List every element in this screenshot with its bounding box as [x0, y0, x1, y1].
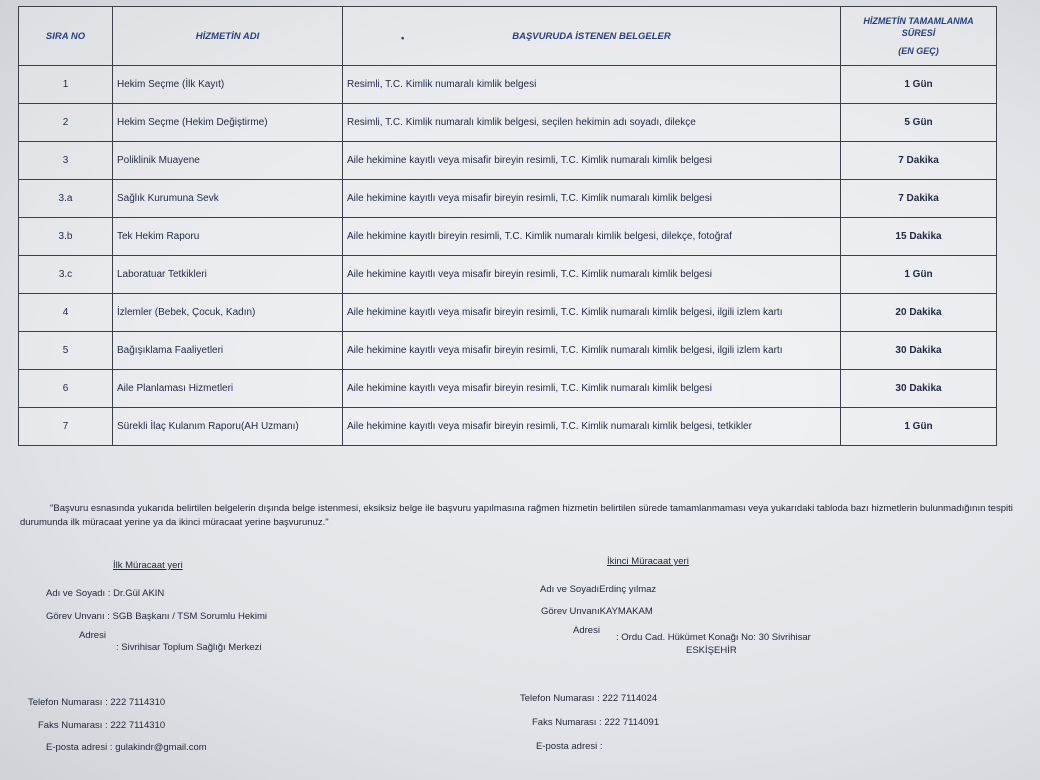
second-office-fax-row: Faks Numarası : 222 7114091: [532, 717, 660, 728]
table-header-row: [19, 7, 997, 66]
second-office-heading: İkinci Müracaat yeri: [607, 556, 689, 567]
header-hizmet-adi: HİZMETİN ADI: [113, 7, 343, 66]
cell-belgeler: Aile hekimine kayıtlı veya misafir bireyin resimli, T.C. Kimlik numaralı kimlik belgesi, tetkikler: [343, 408, 841, 446]
table-row: [19, 66, 997, 104]
first-office-email: gulakindr@gmail.com: [115, 742, 207, 753]
header-belgeler: • BAŞVURUDA İSTENEN BELGELER: [343, 7, 841, 66]
first-office-address-label: Adresi: [79, 630, 106, 641]
cell-sira-no: 3.c: [19, 256, 113, 294]
cell-belgeler: Aile hekimine kayıtlı veya misafir bireyin resimli, T.C. Kimlik numaralı kimlik belgesi: [343, 370, 841, 408]
cell-hizmet-adi: Aile Planlaması Hizmetleri: [113, 370, 343, 408]
second-office-name-row: Adı ve SoyadıErdinç yılmaz: [540, 584, 657, 595]
first-office-fax: 222 7114310: [110, 720, 166, 731]
second-office-title: KAYMAKAM: [599, 606, 653, 617]
cell-hizmet-adi: Tek Hekim Raporu: [113, 218, 343, 256]
header-sira-no: SIRA NO: [19, 7, 113, 66]
cell-sure: 7 Dakika: [841, 142, 997, 180]
table-row: [19, 294, 997, 332]
cell-sira-no: 7: [19, 408, 113, 446]
cell-sira-no: 3.b: [19, 218, 113, 256]
cell-belgeler: Resimli, T.C. Kimlik numaralı kimlik belgesi: [343, 66, 841, 104]
cell-sure: 1 Gün: [841, 66, 997, 104]
cell-sure: 20 Dakika: [841, 294, 997, 332]
second-office-phone-row: Telefon Numarası : 222 7114024: [520, 693, 658, 704]
first-office-name-row: Adı ve Soyadı : Dr.Gül AKIN: [46, 588, 165, 599]
table-row: [19, 142, 997, 180]
first-office-phone-row: Telefon Numarası : 222 7114310: [28, 697, 166, 708]
cell-belgeler: Resimli, T.C. Kimlik numaralı kimlik belgesi, seçilen hekimin adı soyadı, dilekçe: [343, 104, 841, 142]
second-office-phone: 222 7114024: [602, 693, 658, 704]
table-row: [19, 180, 997, 218]
cell-hizmet-adi: İzlemler (Bebek, Çocuk, Kadın): [113, 294, 343, 332]
second-office-fax: 222 7114091: [604, 717, 660, 728]
cell-sure: 15 Dakika: [841, 218, 997, 256]
first-office-heading: İlk Müracaat yeri: [113, 560, 183, 571]
header-tamamlanma-suresi: HİZMETİN TAMAMLANMA SÜRESİ (EN GEÇ): [841, 7, 997, 66]
second-office-address-line1: : Ordu Cad. Hükümet Konağı No: 30 Sivrihisar: [616, 632, 811, 643]
first-office-name: Dr.Gül AKIN: [113, 588, 165, 599]
table-row: [19, 370, 997, 408]
cell-sure: 7 Dakika: [841, 180, 997, 218]
cell-sira-no: 2: [19, 104, 113, 142]
cell-hizmet-adi: Hekim Seçme (Hekim Değiştirme): [113, 104, 343, 142]
cell-belgeler: Aile hekimine kayıtlı veya misafir bireyin resimli, T.C. Kimlik numaralı kimlik belgesi: [343, 256, 841, 294]
first-office-email-row: E-posta adresi : gulakindr@gmail.com: [46, 742, 207, 753]
second-office-name: Erdinç yılmaz: [599, 584, 657, 595]
cell-sira-no: 4: [19, 294, 113, 332]
cell-sure: 30 Dakika: [841, 370, 997, 408]
cell-sure: 1 Gün: [841, 256, 997, 294]
cell-sira-no: 1: [19, 66, 113, 104]
cell-sira-no: 3: [19, 142, 113, 180]
first-office-fax-row: Faks Numarası : 222 7114310: [38, 720, 166, 731]
second-office-address-line2: ESKİŞEHİR: [686, 645, 737, 656]
first-office-address: : Sivrihisar Toplum Sağlığı Merkezi: [116, 642, 262, 653]
first-office-phone: 222 7114310: [110, 697, 166, 708]
cell-belgeler: Aile hekimine kayıtlı bireyin resimli, T.C. Kimlik numaralı kimlik belgesi, dilekçe, fotoğraf: [343, 218, 841, 256]
table-row: [19, 332, 997, 370]
cell-sira-no: 3.a: [19, 180, 113, 218]
cell-sure: 1 Gün: [841, 408, 997, 446]
cell-sure: 30 Dakika: [841, 332, 997, 370]
cell-hizmet-adi: Sağlık Kurumuna Sevk: [113, 180, 343, 218]
cell-hizmet-adi: Hekim Seçme (İlk Kayıt): [113, 66, 343, 104]
cell-hizmet-adi: Sürekli İlaç Kulanım Raporu(AH Uzmanı): [113, 408, 343, 446]
second-office-address-label: Adresi: [573, 625, 600, 636]
cell-sira-no: 5: [19, 332, 113, 370]
first-office-title: SGB Başkanı / TSM Sorumlu Hekimi: [112, 611, 268, 622]
second-office-email-row: E-posta adresi :: [536, 741, 603, 752]
notice-text: "Başvuru esnasında yukarıda belirtilen belgelerin dışında belge istenmesi, eksiksiz belge ile başvuru yapılmasına rağmen hizmetin belirtilen sürede tamamlanmaması veya yukarıdaki tabloda bazı hizmetlerin bulunmadığının tespiti durumunda ilk müracaat yerine ya da ikinci müracaat yerine başvurunuz.": [20, 503, 1013, 528]
table-row: [19, 104, 997, 142]
header-bullet: •: [401, 33, 405, 44]
cell-belgeler: Aile hekimine kayıtlı veya misafir bireyin resimli, T.C. Kimlik numaralı kimlik belgesi, ilgili izlem kartı: [343, 332, 841, 370]
cell-belgeler: Aile hekimine kayıtlı veya misafir bireyin resimli, T.C. Kimlik numaralı kimlik belgesi: [343, 180, 841, 218]
cell-hizmet-adi: Bağışıklama Faaliyetleri: [113, 332, 343, 370]
cell-sira-no: 6: [19, 370, 113, 408]
table-row: [19, 256, 997, 294]
table-row: [19, 218, 997, 256]
services-table: [18, 6, 997, 446]
first-office-title-row: Görev Unvanı : SGB Başkanı / TSM Sorumlu Hekimi: [46, 611, 268, 622]
cell-belgeler: Aile hekimine kayıtlı veya misafir bireyin resimli, T.C. Kimlik numaralı kimlik belgesi, ilgili izlem kartı: [343, 294, 841, 332]
cell-sure: 5 Gün: [841, 104, 997, 142]
second-office-title-row: Görev UnvanıKAYMAKAM: [541, 606, 653, 617]
cell-belgeler: Aile hekimine kayıtlı veya misafir bireyin resimli, T.C. Kimlik numaralı kimlik belgesi: [343, 142, 841, 180]
cell-hizmet-adi: Laboratuar Tetkikleri: [113, 256, 343, 294]
table-row: [19, 408, 997, 446]
cell-hizmet-adi: Poliklinik Muayene: [113, 142, 343, 180]
